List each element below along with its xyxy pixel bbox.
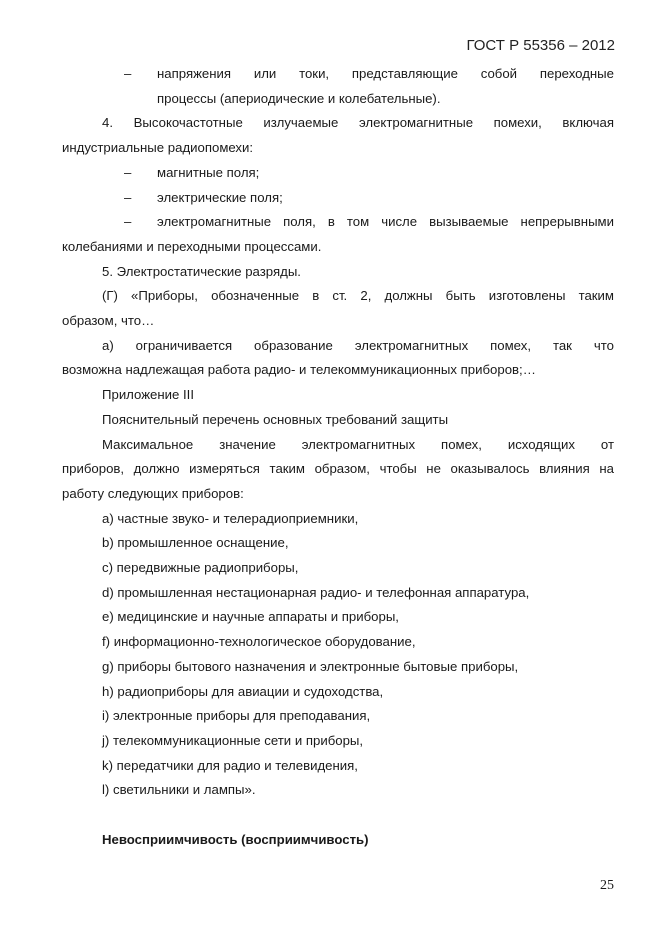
list-item: d) промышленная нестационарная радио- и телефонная аппаратура, (102, 584, 530, 600)
list-item: i) электронные приборы для преподавания, (102, 708, 371, 724)
dash-item-continuation: колебаниями и переходными процессами. (62, 238, 322, 254)
dash-bullet: – (124, 189, 132, 205)
paragraph-5: 5. Электростатические разряды. (102, 263, 301, 279)
spacer (62, 803, 614, 828)
list-item: l) светильники и лампы». (102, 782, 256, 798)
page-body (62, 62, 614, 853)
paragraph-max-line1: Максимальное значение электромагнитных помех, исходящих от (102, 436, 614, 452)
paragraph-g-line2: образом, что… (62, 313, 155, 329)
list-item: f) информационно-технологическое оборудование, (102, 634, 416, 650)
dash-item-magnetic (62, 161, 614, 186)
paragraph-max-line2: приборов, должно измеряться таким образом, чтобы не оказывалось влияния на (62, 461, 614, 477)
dash-item-voltages (62, 62, 614, 87)
dash-item-text: электромагнитные поля, в том числе вызываемые непрерывными (157, 214, 614, 230)
list-item: а) частные звуко- и телерадиоприемники, (102, 510, 359, 526)
dash-bullet: – (124, 214, 132, 230)
page-number: 25 (600, 878, 614, 893)
list-item: e) медицинские и научные аппараты и приборы, (102, 609, 399, 625)
appendix-title: Приложение III (102, 387, 195, 403)
paragraph-4-line1: 4. Высокочастотные излучаемые электромагнитные помехи, включая (102, 115, 614, 131)
list-item: b) промышленное оснащение, (102, 535, 289, 551)
section-heading: Невосприимчивость (восприимчивость) (102, 832, 369, 848)
dash-item-continuation: процессы (апериодические и колебательные). (157, 90, 441, 106)
dash-item-text: электрические поля; (157, 189, 283, 205)
dash-item-electric (62, 186, 614, 211)
paragraph-g-line1: (Г) «Приборы, обозначенные в ст. 2, должны быть изготовлены таким (102, 288, 614, 304)
dash-bullet: – (124, 164, 132, 180)
dash-item-electromagnetic (62, 210, 614, 235)
dash-item-text: напряжения или токи, представляющие собой переходные (157, 66, 614, 81)
document-code: ГОСТ Р 55356 – 2012 (466, 37, 615, 54)
dash-bullet: – (124, 66, 132, 81)
paragraph-max-line3: работу следующих приборов: (62, 485, 244, 501)
paragraph-4-line2: индустриальные радиопомехи: (62, 140, 254, 156)
list-item: c) передвижные радиоприборы, (102, 560, 299, 576)
paragraph-a-line2: возможна надлежащая работа радио- и телекоммуникационных приборов;… (62, 362, 536, 378)
list-item: h) радиоприборы для авиации и судоходства, (102, 683, 384, 699)
paragraph-a-line1: а) ограничивается образование электромагнитных помех, так что (102, 337, 614, 353)
appendix-subtitle: Пояснительный перечень основных требований защиты (102, 411, 449, 427)
list-item: g) приборы бытового назначения и электронные бытовые приборы, (102, 658, 519, 674)
list-item: j) телекоммуникационные сети и приборы, (102, 732, 364, 748)
list-item: k) передатчики для радио и телевидения, (102, 757, 358, 773)
dash-item-text: магнитные поля; (157, 164, 260, 180)
